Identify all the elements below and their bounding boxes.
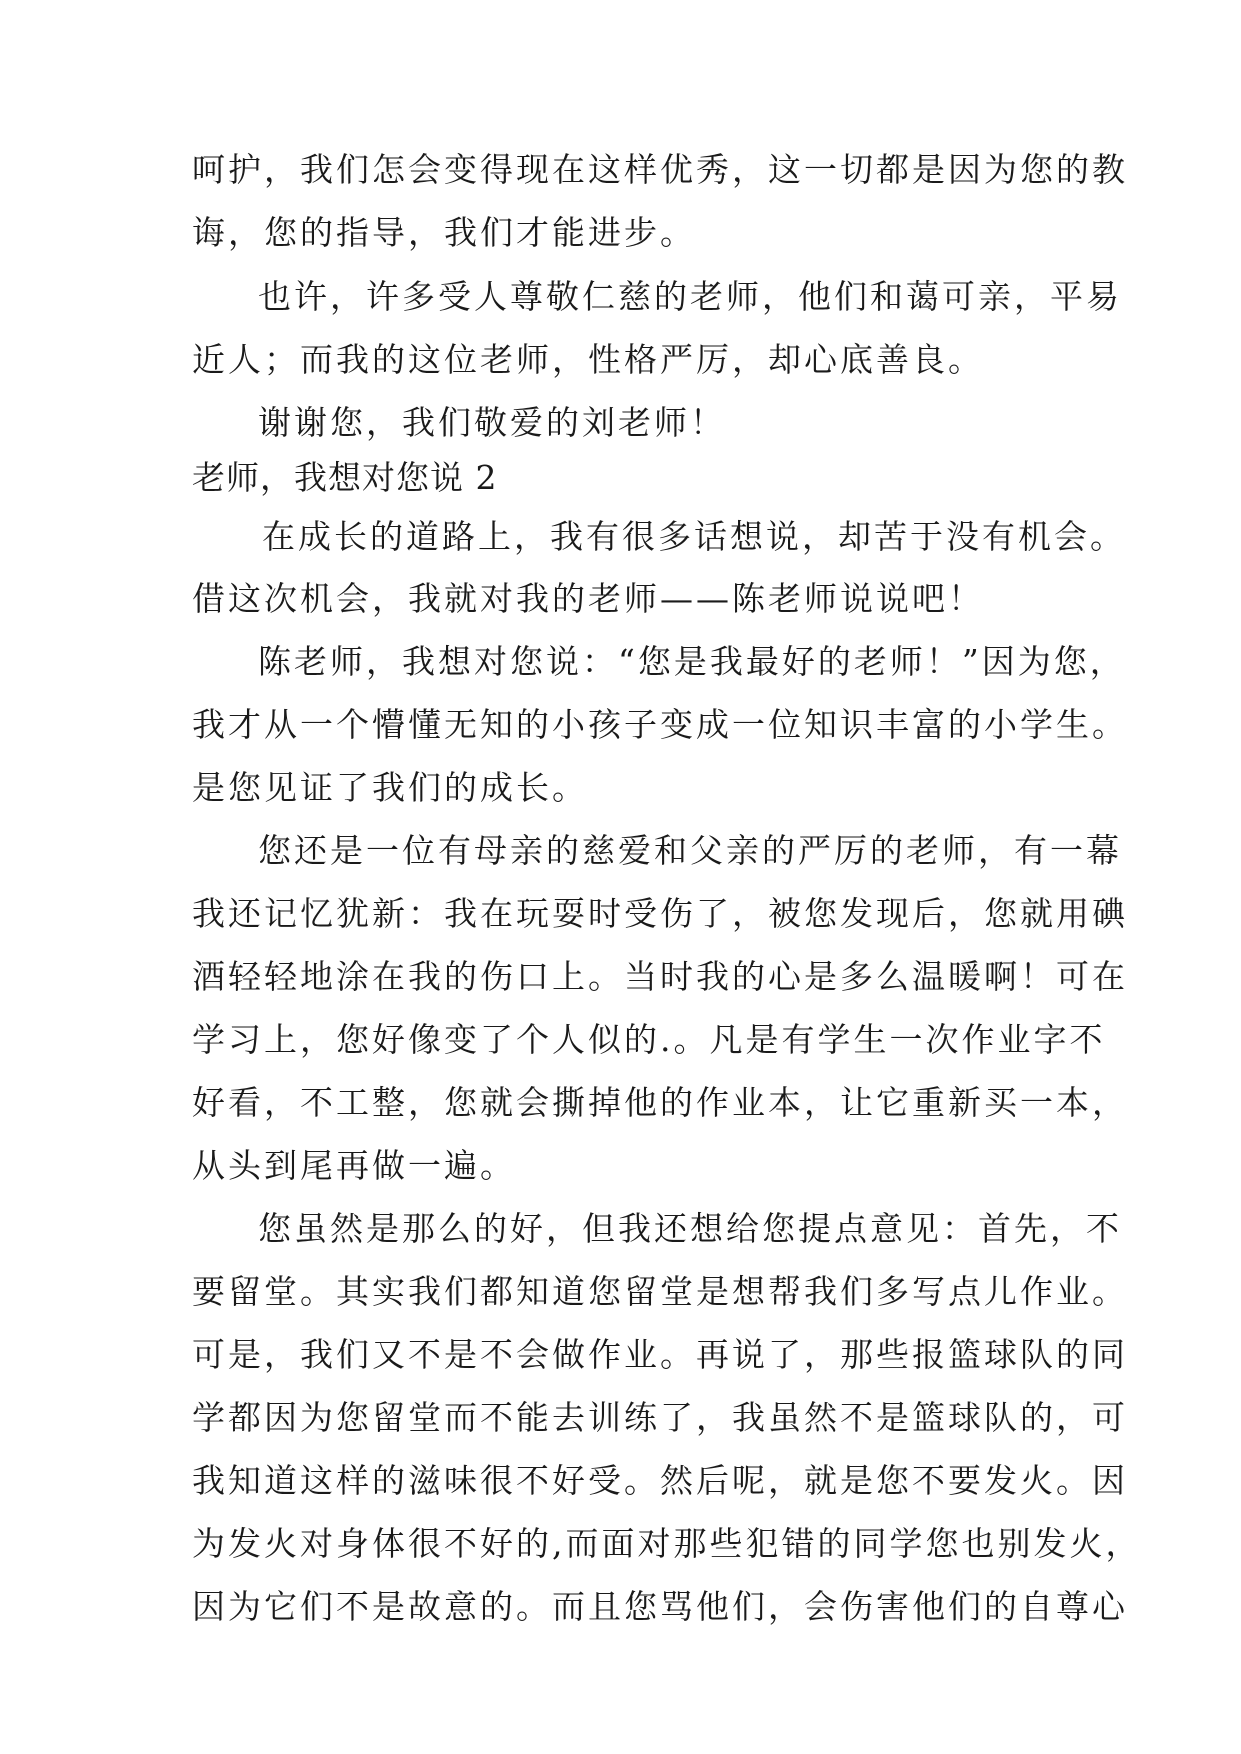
text-line: 诲，您的指导，我们才能进步。 — [192, 213, 696, 252]
text-line: 从头到尾再做一遍。 — [192, 1146, 516, 1185]
text-line: 为发火对身体很不好的,而面对那些犯错的同学您也别发火， — [192, 1524, 1142, 1563]
text-line: 要留堂。其实我们都知道您留堂是想帮我们多写点儿作业。 — [192, 1272, 1128, 1311]
paragraph-first-line: 谢谢您，我们敬爱的刘老师！ — [258, 403, 726, 442]
text-line: 借这次机会，我就对我的老师——陈老师说说吧！ — [192, 579, 984, 618]
text-line: 我还记忆犹新：我在玩耍时受伤了，被您发现后，您就用碘 — [192, 894, 1128, 933]
text-line: 我才从一个懵懂无知的小孩子变成一位知识丰富的小学生。 — [192, 705, 1128, 744]
text-line: 好看，不工整，您就会撕掉他的作业本，让它重新买一本， — [192, 1083, 1128, 1122]
paragraph-first-line: 陈老师，我想对您说：“您是我最好的老师！”因为您， — [258, 642, 1126, 681]
text-line: 近人；而我的这位老师，性格严厉，却心底善良。 — [192, 340, 984, 379]
text-line: 可是，我们又不是不会做作业。再说了，那些报篮球队的同 — [192, 1335, 1128, 1374]
text-line: 学都因为您留堂而不能去训练了，我虽然不是篮球队的，可 — [192, 1398, 1128, 1437]
paragraph-first-line: 您还是一位有母亲的慈爱和父亲的严厉的老师，有一幕 — [258, 831, 1122, 870]
section-title: 老师，我想对您说 2 — [192, 458, 498, 497]
paragraph-first-line: 您虽然是那么的好，但我还想给您提点意见：首先，不 — [258, 1209, 1122, 1248]
paragraph-first-line: 也许，许多受人尊敬仁慈的老师，他们和蔼可亲，平易 — [258, 277, 1122, 316]
paragraph-first-line: 在成长的道路上，我有很多话想说，却苦于没有机会。 — [262, 517, 1126, 556]
text-line: 学习上，您好像变了个人似的.。凡是有学生一次作业字不 — [192, 1020, 1106, 1059]
text-line: 酒轻轻地涂在我的伤口上。当时我的心是多么温暖啊！可在 — [192, 957, 1128, 996]
text-line: 呵护，我们怎会变得现在这样优秀，这一切都是因为您的教 — [192, 150, 1128, 189]
text-line: 是您见证了我们的成长。 — [192, 768, 588, 807]
text-line: 因为它们不是故意的。而且您骂他们，会伤害他们的自尊心 — [192, 1587, 1128, 1626]
text-line: 我知道这样的滋味很不好受。然后呢，就是您不要发火。因 — [192, 1461, 1128, 1500]
